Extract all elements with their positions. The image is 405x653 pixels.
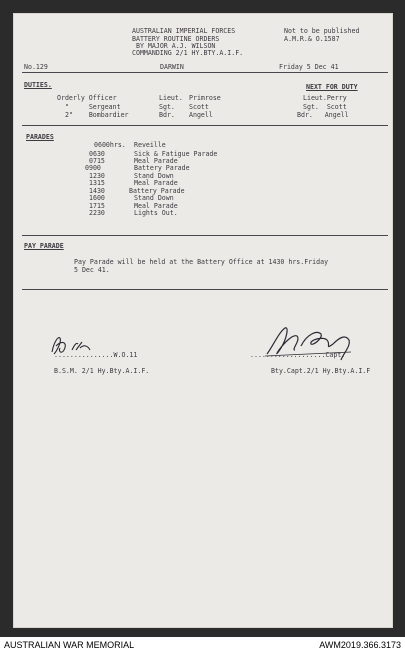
header-line-2: BATTERY ROUTINE ORDERS xyxy=(132,35,220,43)
rule-duties xyxy=(22,125,388,126)
parade-time: 1430 xyxy=(89,187,105,195)
parade-event: Battery Parade xyxy=(134,164,190,172)
footer-source: AUSTRALIAN WAR MEMORIAL xyxy=(4,640,135,650)
parade-event: Meal Parade xyxy=(134,179,178,187)
pay-parade-text-2: 5 Dec 41. xyxy=(74,266,110,274)
parade-event: Reveille xyxy=(134,141,166,149)
parade-event: Sick & Fatigue Parade xyxy=(134,150,218,158)
parade-time: 2230 xyxy=(89,209,105,217)
parade-time: 1315 xyxy=(89,179,105,187)
order-date: Friday 5 Dec 41 xyxy=(279,63,339,71)
parade-event: Stand Down xyxy=(134,172,174,180)
duty-role: " Sergeant xyxy=(65,103,121,111)
duty-rank: Lieut. xyxy=(159,94,183,102)
order-place: DARWIN xyxy=(160,63,184,71)
parade-event: Lights Out. xyxy=(134,209,178,217)
duty-role: 2" Bombardier xyxy=(65,111,129,119)
header-note-2: A.M.R.& O.1587 xyxy=(284,35,340,43)
duty-name: Scott xyxy=(189,103,209,111)
parade-time: 1600 xyxy=(89,194,105,202)
header-line-1: AUSTRALIAN IMPERIAL FORCES xyxy=(132,27,236,35)
parades-heading: PARADES xyxy=(26,133,54,141)
duty-rank: Bdr. xyxy=(159,111,175,119)
parade-event: Meal Parade xyxy=(134,157,178,165)
header-line-4: COMMANDING 2/1 HY.BTY.A.I.F. xyxy=(132,49,244,57)
document-page xyxy=(13,13,393,628)
rule-parades xyxy=(22,235,388,236)
parade-event: Meal Parade xyxy=(134,202,178,210)
right-signature-line: ...................Capt. xyxy=(250,351,346,359)
duty-next: Bdr. Angell xyxy=(297,111,349,119)
footer-reference: AWM2019.366.3173 xyxy=(319,640,401,650)
parade-time: 0715 xyxy=(89,157,105,165)
next-for-duty-heading: NEXT FOR DUTY xyxy=(306,83,358,91)
left-signature-caption: B.S.M. 2/1 Hy.Bty.A.I.F. xyxy=(54,367,150,375)
duty-next: Lieut.Perry xyxy=(303,94,347,102)
duty-name: Angell xyxy=(189,111,213,119)
parade-time: 1715 xyxy=(89,202,105,210)
right-signature-caption: Bty.Capt.2/1 Hy.Bty.A.I.F xyxy=(271,367,371,375)
left-signature-line: ...............W.O.11 xyxy=(54,351,138,359)
parade-time: 0630 xyxy=(89,150,105,158)
duty-role: Orderly Officer xyxy=(57,94,117,102)
duties-heading: DUTIES. xyxy=(24,81,52,89)
parade-time: 0900 xyxy=(85,164,101,172)
rule-pay xyxy=(22,289,388,290)
header-line-3: BY MAJOR A.J. WILSON xyxy=(136,42,216,50)
duty-name: Primrose xyxy=(189,94,221,102)
header-note-1: Not to be published xyxy=(284,27,360,35)
pay-parade-heading: PAY PARADE xyxy=(24,242,64,250)
duty-next: Sgt. Scott xyxy=(303,103,347,111)
parade-time: 0600hrs. xyxy=(94,141,126,149)
parade-event: Battery Parade xyxy=(129,187,185,195)
duty-rank: Sgt. xyxy=(159,103,175,111)
order-number: No.129 xyxy=(24,63,48,71)
rule-top xyxy=(22,72,388,73)
parade-time: 1230 xyxy=(89,172,105,180)
parade-event: Stand Down xyxy=(134,194,174,202)
pay-parade-text: Pay Parade will be held at the Battery Office at 1430 hrs.Friday xyxy=(74,258,329,266)
